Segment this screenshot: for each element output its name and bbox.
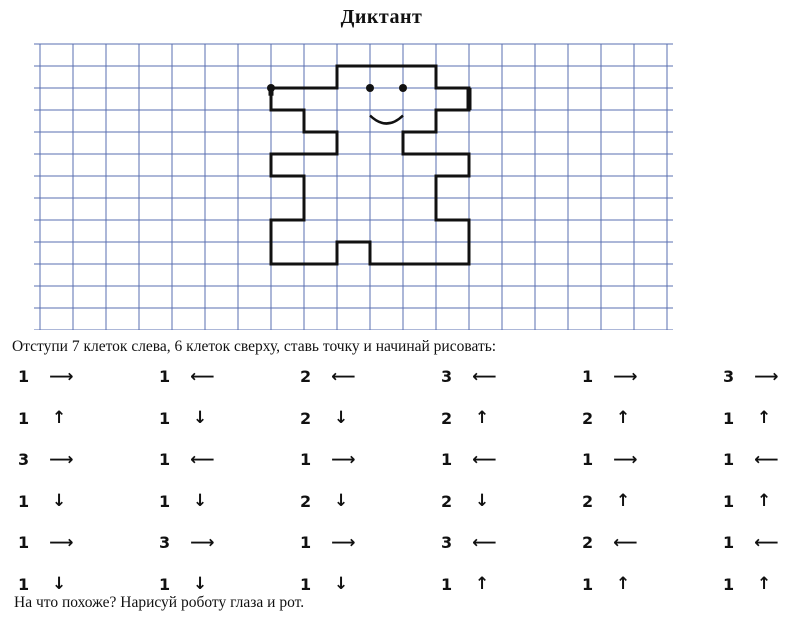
steps-row xyxy=(18,439,788,481)
eye-dot xyxy=(366,84,374,92)
step-count: 3 xyxy=(159,533,171,553)
arrow-right-icon: ⟶ xyxy=(49,532,74,553)
arrow-down-icon: ↓ xyxy=(334,408,349,429)
step-count: 1 xyxy=(18,574,30,594)
step-count: 1 xyxy=(723,533,735,553)
arrow-right-icon: ⟶ xyxy=(49,449,74,470)
step-instruction xyxy=(723,522,779,564)
arrow-left-icon: ⟵ xyxy=(331,366,356,387)
step-count: 2 xyxy=(441,408,453,428)
arrow-down-icon: ↓ xyxy=(334,491,349,512)
step-count: 1 xyxy=(582,574,594,594)
step-instruction xyxy=(18,481,69,523)
arrow-up-icon: ↑ xyxy=(616,408,631,429)
step-count: 2 xyxy=(300,367,312,387)
step-count: 1 xyxy=(300,574,312,594)
step-count: 2 xyxy=(441,491,453,511)
step-instruction xyxy=(300,564,351,606)
step-count: 1 xyxy=(582,367,594,387)
step-count: 1 xyxy=(159,408,171,428)
arrow-right-icon: ⟶ xyxy=(613,449,638,470)
step-instruction xyxy=(159,439,215,481)
robot-face xyxy=(366,84,407,124)
step-instruction xyxy=(723,481,774,523)
instruction-text: Отступи 7 клеток слева, 6 клеток сверху, ставь точку и начинай рисовать: xyxy=(12,338,497,355)
arrow-up-icon: ↑ xyxy=(757,408,772,429)
arrow-left-icon: ⟵ xyxy=(613,532,638,553)
step-instruction xyxy=(582,481,633,523)
step-instruction xyxy=(441,522,497,564)
step-count: 1 xyxy=(18,408,30,428)
arrow-down-icon: ↓ xyxy=(193,491,208,512)
question-text: На что похоже? Нарисуй роботу глаза и рот. xyxy=(14,594,305,611)
step-instruction xyxy=(18,356,74,398)
step-count: 1 xyxy=(441,450,453,470)
start-dot xyxy=(267,84,275,92)
step-instruction xyxy=(582,356,638,398)
step-instruction xyxy=(582,439,638,481)
steps-row xyxy=(18,522,788,564)
step-instruction xyxy=(441,564,492,606)
page-title: Диктант xyxy=(340,6,423,28)
step-count: 1 xyxy=(300,533,312,553)
step-instruction xyxy=(18,522,74,564)
arrow-left-icon: ⟵ xyxy=(754,532,779,553)
robot-figure xyxy=(267,66,469,264)
step-instruction xyxy=(723,439,779,481)
arrow-up-icon: ↑ xyxy=(757,574,772,595)
steps-row xyxy=(18,398,788,440)
step-instruction xyxy=(18,398,69,440)
arrow-right-icon: ⟶ xyxy=(331,449,356,470)
step-count: 3 xyxy=(441,367,453,387)
steps-row xyxy=(18,356,788,398)
step-count: 1 xyxy=(723,408,735,428)
step-count: 2 xyxy=(582,533,594,553)
step-instruction xyxy=(441,356,497,398)
step-count: 1 xyxy=(441,574,453,594)
arrow-down-icon: ↓ xyxy=(334,574,349,595)
arrow-down-icon: ↓ xyxy=(52,491,67,512)
eye-dot xyxy=(399,84,407,92)
step-instruction xyxy=(18,439,74,481)
step-instruction xyxy=(159,481,210,523)
arrow-right-icon: ⟶ xyxy=(190,532,215,553)
arrow-down-icon: ↓ xyxy=(193,408,208,429)
step-instruction xyxy=(159,356,215,398)
arrow-down-icon: ↓ xyxy=(475,491,490,512)
step-instruction xyxy=(441,439,497,481)
step-count: 1 xyxy=(159,450,171,470)
arrow-up-icon: ↑ xyxy=(616,491,631,512)
step-instruction xyxy=(159,522,215,564)
arrow-left-icon: ⟵ xyxy=(754,449,779,470)
arrow-left-icon: ⟵ xyxy=(472,532,497,553)
step-instruction xyxy=(300,439,356,481)
step-count: 1 xyxy=(18,491,30,511)
step-count: 2 xyxy=(582,408,594,428)
step-count: 1 xyxy=(582,450,594,470)
arrow-right-icon: ⟶ xyxy=(49,366,74,387)
arrow-up-icon: ↑ xyxy=(616,574,631,595)
step-count: 1 xyxy=(159,491,171,511)
arrow-up-icon: ↑ xyxy=(475,408,490,429)
steps-row xyxy=(18,481,788,523)
arrow-left-icon: ⟵ xyxy=(190,449,215,470)
arrow-down-icon: ↓ xyxy=(193,574,208,595)
step-instruction xyxy=(159,398,210,440)
step-instruction xyxy=(300,522,356,564)
step-count: 1 xyxy=(18,367,30,387)
step-count: 2 xyxy=(300,491,312,511)
step-instruction xyxy=(723,356,779,398)
arrow-left-icon: ⟵ xyxy=(190,366,215,387)
arrow-up-icon: ↑ xyxy=(475,574,490,595)
smile-mouth xyxy=(370,116,403,124)
step-count: 1 xyxy=(159,574,171,594)
step-instruction xyxy=(441,398,492,440)
arrow-left-icon: ⟵ xyxy=(472,449,497,470)
step-instruction xyxy=(300,481,351,523)
step-count: 1 xyxy=(159,367,171,387)
step-instruction xyxy=(300,398,351,440)
arrow-right-icon: ⟶ xyxy=(754,366,779,387)
step-count: 2 xyxy=(300,408,312,428)
arrow-up-icon: ↑ xyxy=(52,408,67,429)
step-count: 1 xyxy=(723,574,735,594)
step-count: 3 xyxy=(723,367,735,387)
step-instruction xyxy=(582,398,633,440)
step-count: 3 xyxy=(18,450,30,470)
step-count: 1 xyxy=(18,533,30,553)
dictation-steps xyxy=(18,356,788,605)
step-instruction xyxy=(582,564,633,606)
arrow-up-icon: ↑ xyxy=(757,491,772,512)
step-instruction xyxy=(300,356,356,398)
step-instruction xyxy=(582,522,638,564)
arrow-down-icon: ↓ xyxy=(52,574,67,595)
step-instruction xyxy=(723,564,774,606)
step-count: 2 xyxy=(582,491,594,511)
step-instruction xyxy=(723,398,774,440)
step-instruction xyxy=(441,481,492,523)
step-count: 3 xyxy=(441,533,453,553)
grid-lines xyxy=(34,44,673,330)
step-count: 1 xyxy=(723,491,735,511)
step-count: 1 xyxy=(723,450,735,470)
arrow-right-icon: ⟶ xyxy=(331,532,356,553)
arrow-right-icon: ⟶ xyxy=(613,366,638,387)
step-count: 1 xyxy=(300,450,312,470)
arrow-left-icon: ⟵ xyxy=(472,366,497,387)
